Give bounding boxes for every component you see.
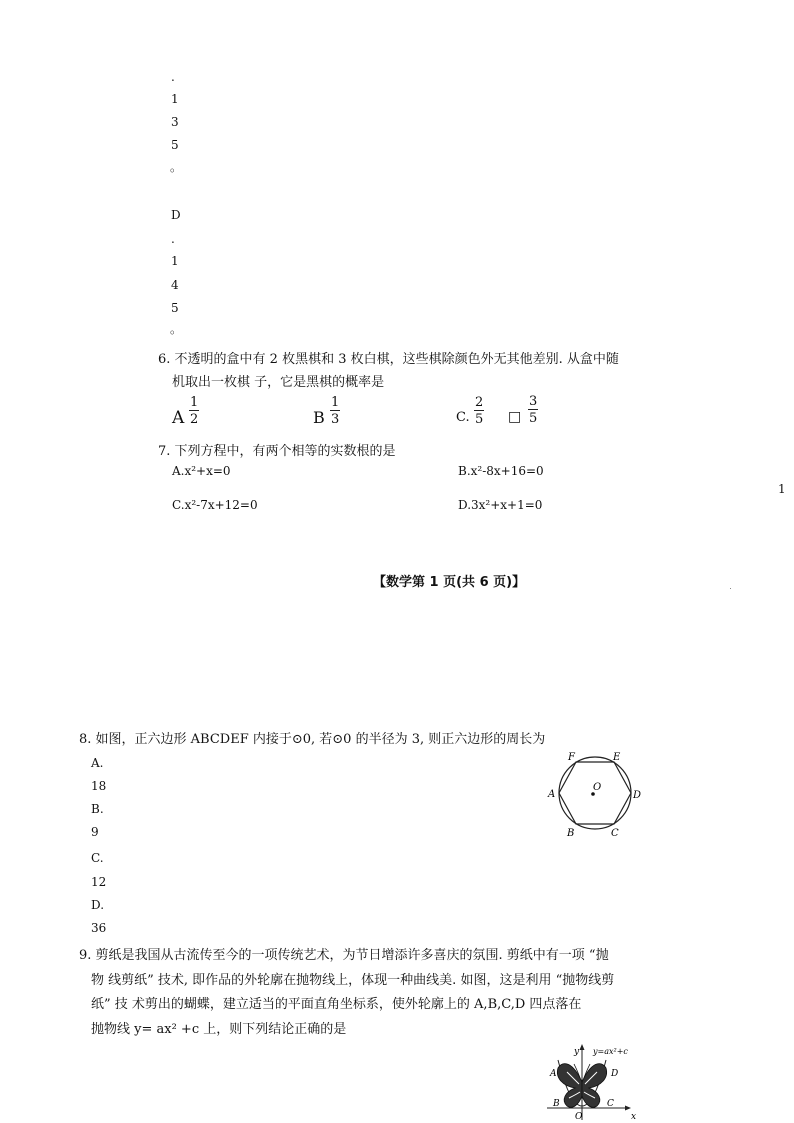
q9-line3: 纸” 技 术剪出的蝴蝶，建立适当的平面直角坐标系，使外轮廓上的 A,B,C,D 四点落在 [91,997,582,1012]
butterfly-figure [545,1042,645,1122]
label-d: D [611,1069,619,1079]
q8-stem: 8. 如图，正六边形 ABCDEF 内接于⊙0, 若⊙0 的半径为 3, 则正六边形的周长为 [79,732,546,747]
q6-option-a-fraction [189,396,199,426]
label-equation: y=ax²+c [593,1047,628,1056]
q6-option-b-fraction [330,396,340,426]
label-d: D [633,790,642,801]
q6-option-d-fraction [528,395,538,425]
label-b: B [553,1099,560,1109]
q7-option-d: D.3x²+x+1=0 [458,498,543,512]
denominator: 5 [529,411,538,426]
q6-line2: 机取出一枚棋 子，它是黑棋的概率是 [172,375,385,390]
col-char: 1 [171,92,179,106]
label-o: O [575,1112,583,1122]
stray-dot [730,588,731,589]
q8-option: C. [91,851,104,865]
col-char: 4 [171,278,179,292]
q8-option: 36 [91,921,107,935]
label-x: x [631,1112,637,1122]
label-o: O [593,782,602,793]
col-char: 。 [170,160,183,174]
q7-option-c: C.x²-7x+12=0 [172,498,258,512]
q8-option: 12 [91,875,107,889]
col-char: . [171,232,175,246]
q6-option-c-fraction [474,396,484,426]
label-c: C [607,1099,614,1109]
q6-option-a-letter: A [172,408,185,428]
q9-line4: 抛物线 y= ax² +c 上，则下列结论正确的是 [91,1022,347,1037]
q6-option-b-letter: B [313,408,325,427]
numerator: 2 [475,395,484,410]
denominator: 2 [190,412,199,427]
q8-option: B. [91,802,104,816]
q6-option-d-letter: □ [508,409,522,425]
denominator: 5 [475,412,484,427]
side-page-number: 1 [778,482,786,496]
q8-option: 9 [91,825,99,839]
hexagon-figure [540,746,650,842]
q7-stem: 7. 下列方程中，有两个相等的实数根的是 [158,444,396,459]
q8-option: A. [91,756,104,770]
q6-line1: 6. 不透明的盒中有 2 枚黑棋和 3 枚白棋，这些棋除颜色外无其他差别. 从盒中随 [158,352,619,367]
label-y: y [574,1047,580,1057]
numerator: 1 [190,395,199,410]
q8-option: D. [91,898,105,912]
col-char: D [171,208,181,222]
numerator: 3 [529,394,538,409]
label-b: B [567,828,575,839]
col-char: 5 [171,301,179,315]
q7-option-a: A.x²+x=0 [172,464,231,478]
q8-option: 18 [91,779,107,793]
col-char: 3 [171,115,179,129]
numerator: 1 [331,395,340,410]
label-c: C [611,828,619,839]
label-a: A [550,1069,557,1079]
q6-option-c-letter: C. [456,410,470,425]
denominator: 3 [331,412,340,427]
col-char: 。 [170,322,183,336]
col-char: 5 [171,138,179,152]
label-a: A [548,789,556,800]
col-char: . [171,70,175,84]
col-char: 1 [171,254,179,268]
q7-option-b: B.x²-8x+16=0 [458,464,544,478]
q9-line1: 9. 剪纸是我国从古流传至今的一项传统艺术，为节日增添许多喜庆的氛围. 剪纸中有一项 “抛 [79,948,609,963]
q9-line2: 物 线剪纸” 技术, 即作品的外轮廓在抛物线上，体现一种曲线美. 如图，这是利用 “抛物线剪 [91,973,615,988]
page-footer: 【数学第 1 页(共 6 页)】 [373,575,526,590]
label-e: E [613,752,621,763]
label-f: F [568,752,575,763]
